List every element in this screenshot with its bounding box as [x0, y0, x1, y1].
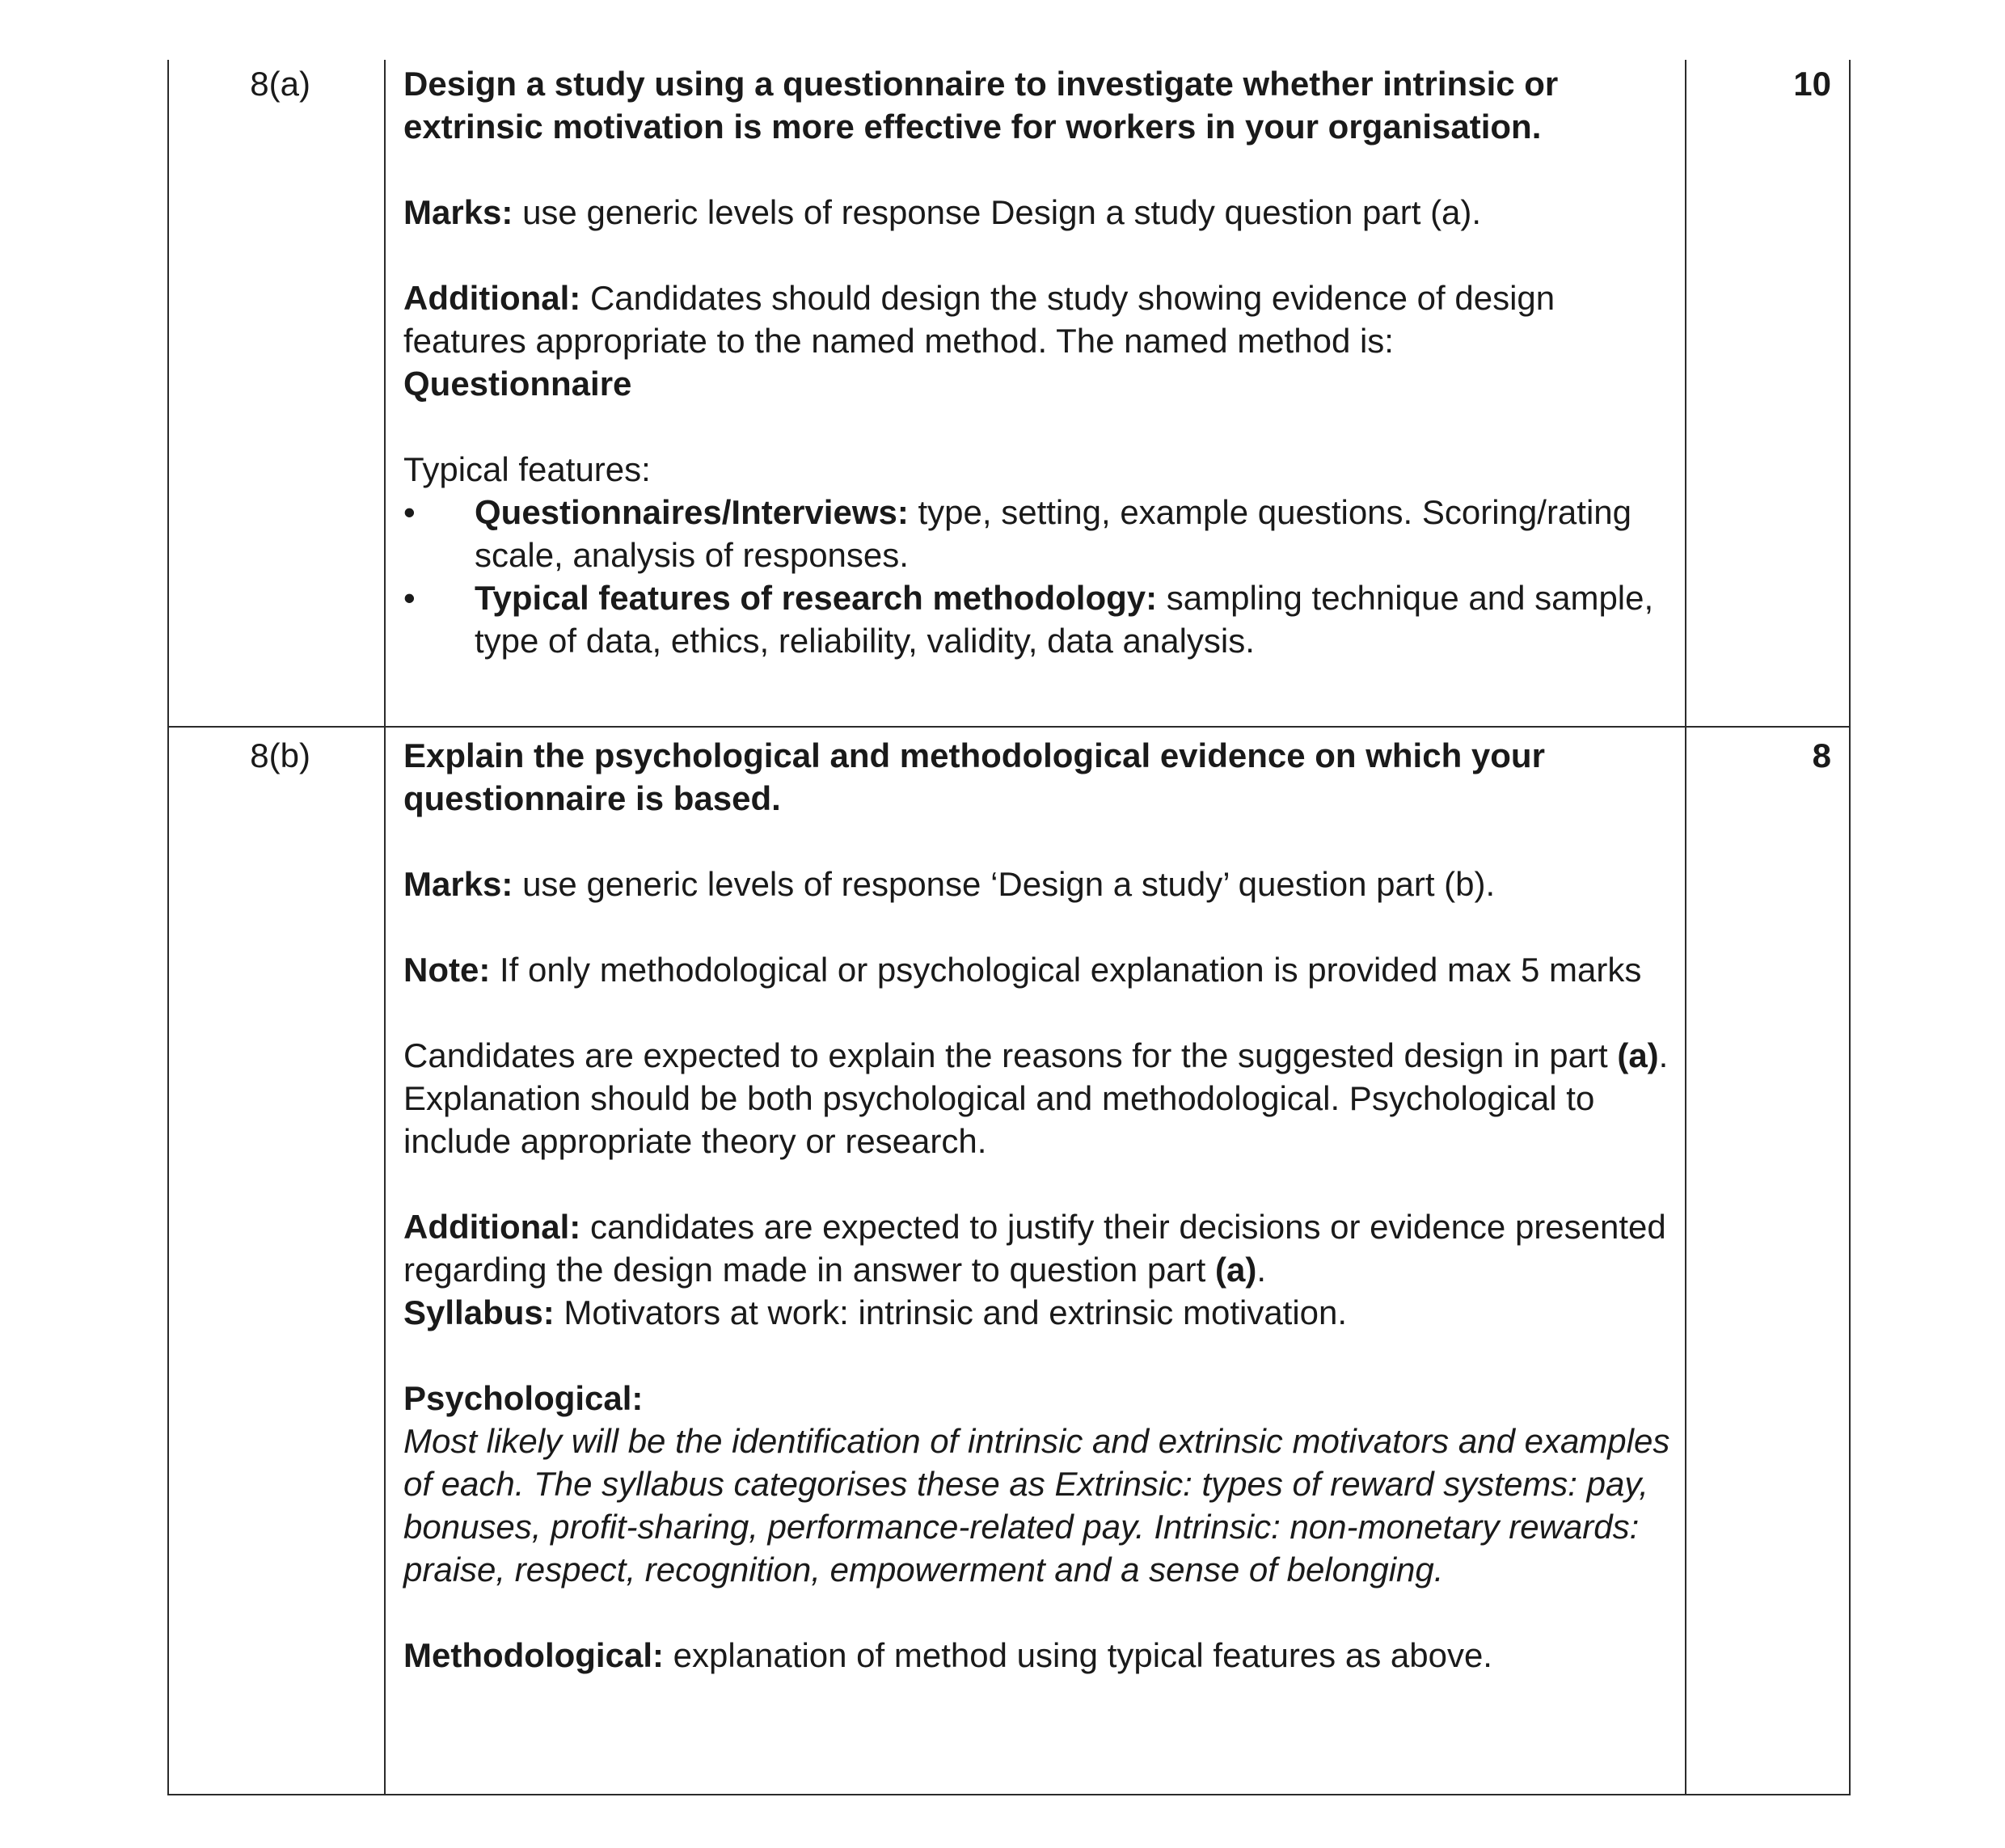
answer-cell	[386, 60, 1686, 726]
additional-guidance: Additional: candidates are expected to justify their decisions or evidence presented regarding the design made in answer to question part (a).	[403, 1208, 1666, 1289]
typical-features-list	[403, 491, 1677, 662]
list-item: • Questionnaires/Interviews: type, setting, example questions. Scoring/rating scale, analysis of responses.	[403, 491, 1677, 576]
marks-guidance: Marks: use generic levels of response Design a study question part (a).	[403, 193, 1482, 231]
question-number-cell	[169, 60, 386, 726]
named-method: Questionnaire	[403, 365, 632, 403]
explanation-guidance: Candidates are expected to explain the reasons for the suggested design in part (a). Explanation should be both psychological and methodological. Psychological to include appropriate theory or research.	[403, 1036, 1669, 1160]
table-row	[169, 60, 1849, 728]
psychological-text: Most likely will be the identification of intrinsic and extrinsic motivators and examples of each. The syllabus categorises these as Extrinsic: types of reward systems: pay, bonuses, profit-sharing, performance-related pay. Intrinsic: non-monetary rewards: praise, respect, recognition, empowerment and a sense of belonging.	[403, 1422, 1670, 1589]
mark-scheme-table	[167, 60, 1851, 1795]
marks-guidance: Marks: use generic levels of response ‘Design a study’ question part (b).	[403, 865, 1496, 903]
typical-features-heading: Typical features:	[403, 450, 651, 488]
marks-cell	[1686, 728, 1849, 1794]
question-number: 8(b)	[250, 736, 310, 774]
bullet-icon: •	[403, 493, 416, 531]
list-item: • Typical features of research methodology: sampling technique and sample, type of data, ethics, reliability, validity, data analysis.	[403, 576, 1677, 662]
table-row	[169, 728, 1849, 1794]
marks-value: 8	[1812, 736, 1831, 774]
question-prompt: Explain the psychological and methodological evidence on which your questionnaire is based.	[403, 736, 1545, 817]
marks-cell	[1686, 60, 1849, 726]
question-prompt: Design a study using a questionnaire to investigate whether intrinsic or extrinsic motivation is more effective for workers in your organisation.	[403, 65, 1559, 146]
question-number: 8(a)	[250, 65, 310, 103]
methodological-guidance: Methodological: explanation of method using typical features as above.	[403, 1636, 1492, 1674]
syllabus-reference: Syllabus: Motivators at work: intrinsic and extrinsic motivation.	[403, 1293, 1348, 1331]
bullet-icon: •	[403, 579, 416, 617]
note-guidance: Note: If only methodological or psychological explanation is provided max 5 marks	[403, 951, 1642, 989]
additional-guidance: Additional: Candidates should design the study showing evidence of design features appropriate to the named method. The named method is: Questionnaire	[403, 279, 1555, 403]
answer-cell	[386, 728, 1686, 1794]
marks-value: 10	[1793, 65, 1831, 103]
psychological-heading: Psychological:	[403, 1379, 644, 1417]
question-number-cell	[169, 728, 386, 1794]
